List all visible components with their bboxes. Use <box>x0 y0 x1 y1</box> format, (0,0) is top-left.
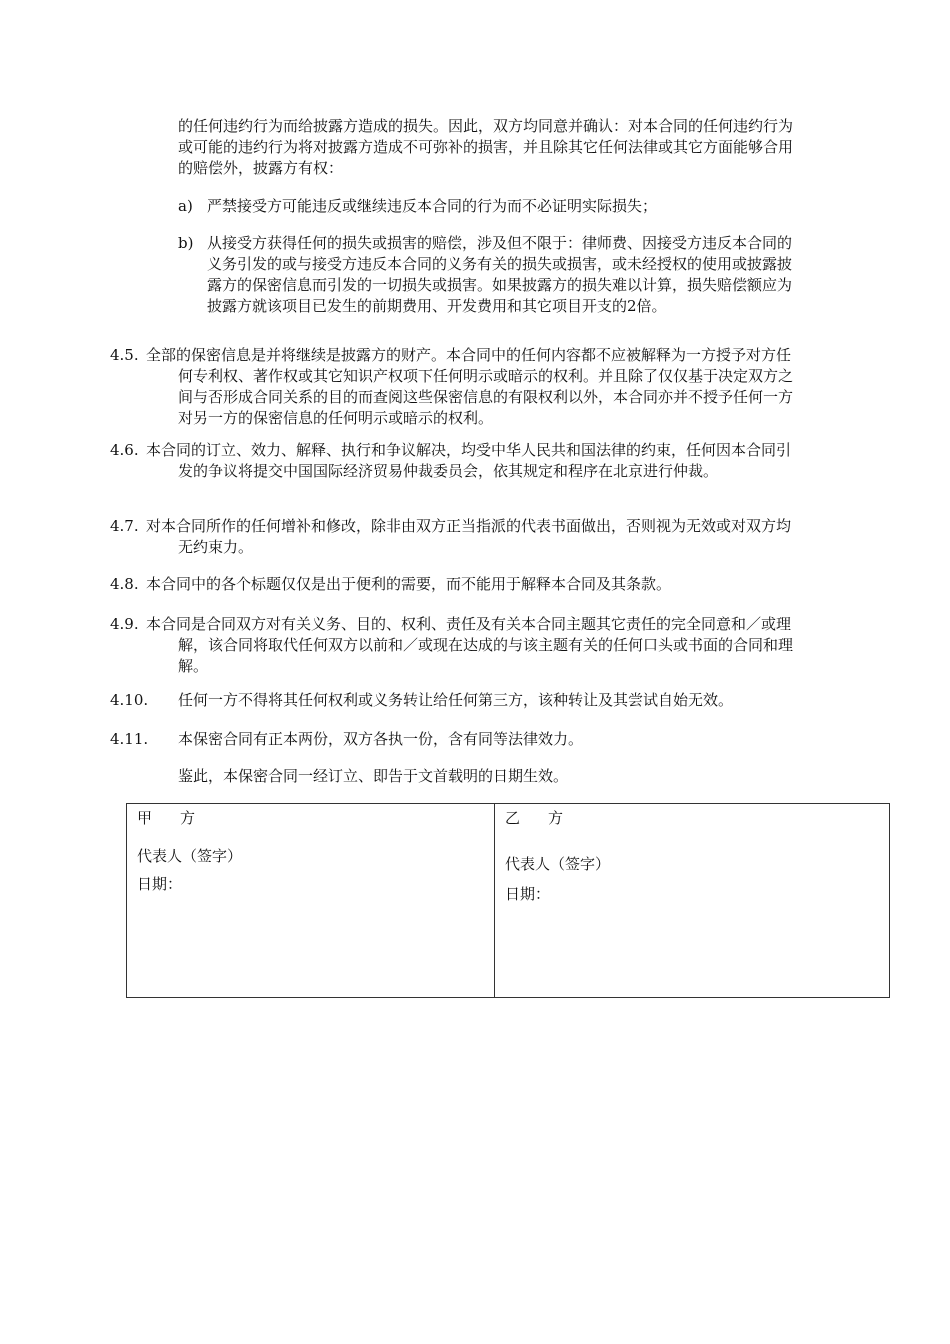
clause-4-5 <box>110 345 800 429</box>
subitem-a-text: 严禁接受方可能违反或继续违反本合同的行为而不必证明实际损失； <box>207 197 658 215</box>
party-b-cell <box>495 804 889 997</box>
party-b-name-2: 方 <box>548 809 564 827</box>
clause-text: 本合同是合同双方对有关义务、目的、权利、责任及有关本合同主题其它责任的完全同意和／或理解，该合同将取代任何双方以前和／或现在达成的与该主题有关的任何口头或书面的合同和理解。 <box>146 615 794 675</box>
party-a-name-2: 方 <box>180 809 196 827</box>
clause-number: 4.8. <box>110 575 139 593</box>
clause-text: 全部的保密信息是并将继续是披露方的财产。本合同中的任何内容都不应被解释为一方授予对方任何专利权、著作权或其它知识产权项下任何明示或暗示的权利。并且除了仅仅基于决定双方之间与否形成合同关系的目的而查阅这些保密信息的有限权利以外，本合同亦并不授予任何一方对另一方的保密信息的任何明示或暗示的权利。 <box>146 346 794 427</box>
clause-4-6 <box>110 440 800 482</box>
party-a-title <box>137 808 195 829</box>
clause-number: 4.5. <box>110 346 139 364</box>
party-b-name-1: 乙 <box>505 809 521 827</box>
clause-4-11 <box>110 729 800 750</box>
clause-number: 4.9. <box>110 615 139 633</box>
clause-4-9 <box>110 614 800 677</box>
clause-text: 对本合同所作的任何增补和修改，除非由双方正当指派的代表书面做出，否则视为无效或对双方均无约束力。 <box>146 517 792 556</box>
signature-table <box>126 803 890 998</box>
clause-number: 4.7. <box>110 517 139 535</box>
clause-text: 本保密合同有正本两份，双方各执一份，含有同等法律效力。 <box>178 730 584 748</box>
clause-number: 4.10. <box>110 691 149 709</box>
clause-4-7 <box>110 516 800 558</box>
clause-number: 4.6. <box>110 441 139 459</box>
clause-number: 4.11. <box>110 730 149 748</box>
party-a-name-1: 甲 <box>137 809 153 827</box>
party-b-title <box>505 808 563 829</box>
subitem-a-label: a) <box>178 197 193 215</box>
clause-text: 任何一方不得将其任何权利或义务转让给任何第三方，该种转让及其尝试自始无效。 <box>178 691 734 709</box>
party-b-representative: 代表人（签字） <box>505 855 611 873</box>
party-a-representative: 代表人（签字） <box>137 847 243 865</box>
subitem-b-label: b) <box>178 234 194 252</box>
party-a-date: 日期： <box>137 875 183 893</box>
party-b-date: 日期： <box>505 885 551 903</box>
closing-statement: 鉴此，本保密合同一经订立、即告于文首载明的日期生效。 <box>178 767 569 785</box>
subitem-b-text: 从接受方获得任何的损失或损害的赔偿，涉及但不限于：律师费、因接受方违反本合同的义务引发的或与接受方违反本合同的义务有关的损失或损害，或未经授权的使用或披露披露方的保密信息而引发的一切损失或损害。如果披露方的损失难以计算，损失赔偿额应为披露方就该项目已发生的前期费用、开发费用和其它项目开支的2倍。 <box>207 234 793 315</box>
clause-4-8 <box>110 574 800 595</box>
party-a-cell <box>127 804 494 997</box>
clause-4-10 <box>110 690 800 711</box>
clause-text: 本合同的订立、效力、解释、执行和争议解决，均受中华人民共和国法律的约束，任何因本合同引发的争议将提交中国国际经济贸易仲裁委员会，依其规定和程序在北京进行仲裁。 <box>146 441 792 480</box>
clause-text: 本合同中的各个标题仅仅是出于便利的需要，而不能用于解释本合同及其条款。 <box>146 575 672 593</box>
intro-paragraph: 的任何违约行为而给披露方造成的损失。因此，双方均同意并确认：对本合同的任何违约行为或可能的违约行为将对披露方造成不可弥补的损害，并且除其它任何法律或其它方面能够合用的赔偿外，披露方有权： <box>178 117 794 177</box>
